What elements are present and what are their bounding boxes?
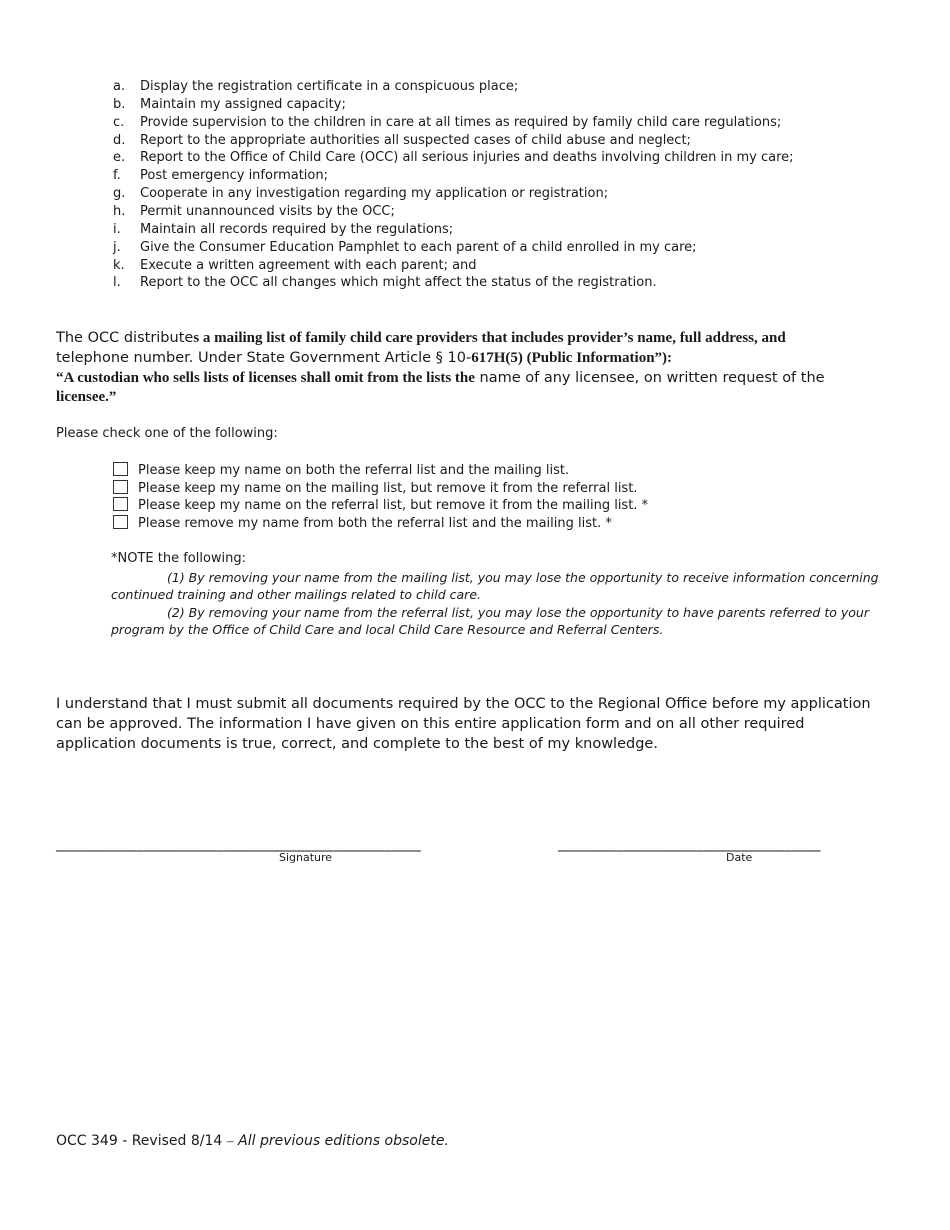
list-item: g. Cooperate in any investigation regarding my application or registration; <box>113 186 609 201</box>
option-keep-both[interactable]: Please keep my name on both the referral list and the mailing list. <box>113 462 569 480</box>
list-item: h. Permit unannounced visits by the OCC; <box>113 204 395 219</box>
form-footer: OCC 349 - Revised 8/14 – All previous editions obsolete. <box>56 1133 449 1149</box>
notice-line: “A custodian who sells lists of licenses shall omit from the lists the name of any licensee, on written request of the <box>56 370 825 386</box>
note-line: continued training and other mailings related to child care. <box>111 587 481 602</box>
notice-line: The OCC distributes a mailing list of family child care providers that includes provider’s name, full address, and <box>56 330 786 346</box>
notice-line: telephone number. Under State Government Article § 10-617H(5) (Public Information”): <box>56 350 673 366</box>
list-item: c. Provide supervision to the children in care at all times as required by family child care regulations; <box>113 115 782 130</box>
list-item: l. Report to the OCC all changes which might affect the status of the registration. <box>113 275 657 290</box>
certification-line: can be approved. The information I have given on this entire application form and on all other required <box>56 716 805 732</box>
option-remove-mailing[interactable]: Please keep my name on the referral list, but remove it from the mailing list. * <box>113 497 648 515</box>
date-line[interactable]: ____________________________________ <box>558 836 821 852</box>
checkbox[interactable] <box>113 497 128 511</box>
list-item: a. Display the registration certificate in a conspicuous place; <box>113 79 519 94</box>
list-item: j. Give the Consumer Education Pamphlet to each parent of a child enrolled in my care; <box>113 240 697 255</box>
checkbox[interactable] <box>113 515 128 529</box>
note-line: (1) By removing your name from the mailing list, you may lose the opportunity to receive information concerning <box>167 570 879 585</box>
checkbox[interactable] <box>113 480 128 494</box>
list-item: f. Post emergency information; <box>113 168 328 183</box>
list-item: d. Report to the appropriate authorities all suspected cases of child abuse and neglect; <box>113 133 691 148</box>
option-remove-referral[interactable]: Please keep my name on the mailing list, but remove it from the referral list. <box>113 480 637 498</box>
note-line: program by the Office of Child Care and local Child Care Resource and Referral Centers. <box>111 622 664 637</box>
note-heading: *NOTE the following: <box>111 551 247 566</box>
check-prompt: Please check one of the following: <box>56 426 278 441</box>
list-item: e. Report to the Office of Child Care (OCC) all serious injuries and deaths involving children in my care; <box>113 150 794 165</box>
list-item: b. Maintain my assigned capacity; <box>113 97 346 112</box>
certification-line: application documents is true, correct, and complete to the best of my knowledge. <box>56 736 658 752</box>
checkbox[interactable] <box>113 462 128 476</box>
signature-line[interactable]: __________________________________________________ <box>56 836 421 852</box>
option-remove-both[interactable]: Please remove my name from both the referral list and the mailing list. * <box>113 515 612 533</box>
note-line: (2) By removing your name from the referral list, you may lose the opportunity to have parents referred to your <box>167 605 869 620</box>
signature-label: Signature <box>279 851 333 864</box>
list-item: i. Maintain all records required by the regulations; <box>113 222 454 237</box>
list-item: k. Execute a written agreement with each parent; and <box>113 258 477 273</box>
date-label: Date <box>726 851 753 864</box>
notice-line: licensee.” <box>56 389 117 405</box>
certification-line: I understand that I must submit all documents required by the OCC to the Regional Office before my application <box>56 696 871 712</box>
